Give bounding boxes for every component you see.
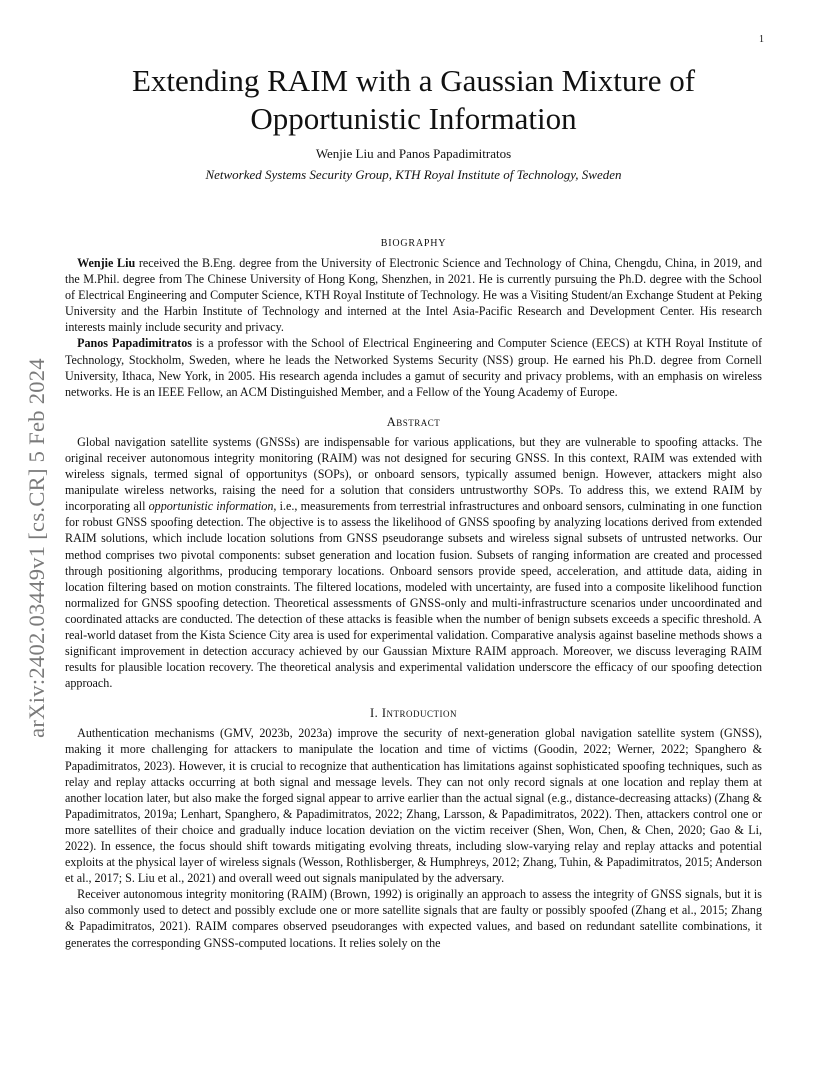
paper-content — [65, 62, 762, 951]
paper-affiliation: Networked Systems Security Group, KTH Royal Institute of Technology, Sweden — [205, 167, 622, 182]
biography-name-papadimitratos: Panos Papadimitratos — [77, 336, 193, 351]
biography-paragraph-liu — [65, 255, 762, 335]
biography-text-papadimitratos: is a professor with the School of Electrical Engineering and Computer Science (EECS) at KTH Royal Institute of Technology, Stockholm, Sweden, where he leads the Networked Systems Security (NSS) group. He earned his Ph.D. degree from Cornell University, Ithaca, New York, in 2005. His research agenda includes a gamut of security and privacy problems, with an emphasis on wireless networks. He is an IEEE Fellow, an ACM Distinguished Member, and a Fellow of the Young Academy of Europe. — [65, 336, 762, 399]
biography-name-liu: Wenjie Liu — [77, 256, 136, 270]
abstract-paragraph — [65, 434, 762, 692]
abstract-heading: Abstract — [386, 414, 441, 429]
paper-title: Extending RAIM with a Gaussian Mixture of Opportunistic Information — [131, 63, 696, 136]
paper-authors: Wenjie Liu and Panos Papadimitratos — [315, 146, 512, 161]
abstract-text-end: , i.e., measurements from terrestrial infrastructures and onboard sensors, culminating in one function for robust GNSS spoofing detection. The objective is to assess the likelihood of GNSS spoofing by analyzing locations derived from extended RAIM solutions, which include location solutions from GNSS pseudorange subsets and wireless signal subsets of untrusted networks. Our method comprises two pivotal components: subset generation and location fusion. Subsets of ranging information are created and processed through positioning algorithms, producing temporary locations. Onboard sensors provide speed, acceleration, and attitude data, aiding in location filtering based on motion constraints. The filtered locations, modeled with uncertainty, are fused into a composite likelihood function normalized for GNSS spoofing detection. Theoretical assessments of GNSS-only and multi-infrastructure scenarios under uncoordinated and coordinated attacks are conducted. The detection of these attacks is feasible when the number of benign subsets exceeds a specific threshold. A real-world dataset from the Kista Science City area is used for experimental validation. Comparative analysis against baseline methods shows a significant improvement in detection accuracy achieved by our Gaussian Mixture RAIM approach. Moreover, we discuss leveraging RAIM results for plausible location recovery. The theoretical analysis and experimental validation underscore the efficacy of our spoofing detection approach. — [65, 499, 762, 691]
abstract-italic-term: opportunistic information — [148, 499, 274, 514]
introduction-paragraph-1: Authentication mechanisms (GMV, 2023b, 2023a) improve the security of next-generation global navigation satellite system (GNSS), making it more challenging for attackers to manipulate the location and time of victims (Goodin, 2022; Werner, 2022; Spanghero & Papadimitratos, 2023). However, it is crucial to recognize that authentication has limitations against sophisticated spoofing techniques, such as relay and replay attacks occurring at both signal and message levels. They can not only record signals at one location and replay them at another location later, but also make the forged signal appear to arrive earlier than the actual signal (e.g., distance-decreasing attacks) (Zhang & Papadimitratos, 2019a; Lenhart, Spanghero, & Papadimitratos, 2022; Zhang, Larsson, & Papadimitratos, 2022). Then, attackers control one or more satellites of their choice and gradually induce location deviation on the victim receiver (Shen, Won, Chen, & Chen, 2020; Gao & Li, 2022). In essence, the focus should shift towards mitigating evolving threats, including slow-varying relay and replay attacks and potential exploits at the physical layer of wireless signals (Wesson, Rothlisberger, & Humphreys, 2012; Zhang, Tuhin, & Papadimitratos, 2015; Anderson et al., 2017; S. Liu et al., 2021) and overall weed out signals manipulated by the adversary. — [65, 726, 762, 886]
biography-paragraph-papadimitratos — [65, 335, 762, 399]
biography-text-liu: received the B.Eng. degree from the University of Electronic Science and Technology of China, Chengdu, China, in 2019, and the M.Phil. degree from The Chinese University of Hong Kong, Shenzhen, in 2021. He is currently pursuing the Ph.D. degree with the School of Electrical Engineering and Computer Science, KTH Royal Institute of Technology. He was a Visiting Student/an Exchange Student at Peking University and the Harbin Institute of Technology and interned at the Intel Asia-Pacific Research and Development Center. His research interests mainly include security and privacy. — [65, 256, 763, 335]
arxiv-identifier: arXiv:2402.03449v1 [cs.CR] 5 Feb 2024 — [24, 358, 49, 738]
biography-heading: BIOGRAPHY — [380, 238, 447, 249]
abstract-text-start: Global navigation satellite systems (GNSSs) are indispensable for various applications, but they are vulnerable to spoofing attacks. The original receiver autonomous integrity monitoring (RAIM) was not designed for securing GNSS. In this context, RAIM was extended with wireless signals, termed signal of opportunitys (SOPs), or onboard sensors, typically assumed benign. However, attackers might also manipulate wireless networks, raising the need for a solution that considers untrustworthy SOPs. To address this, we extend RAIM by incorporating all — [65, 434, 762, 514]
introduction-heading: I. Introduction — [369, 706, 458, 721]
page-number: 1 — [759, 34, 764, 45]
introduction-paragraph-2: Receiver autonomous integrity monitoring (RAIM) (Brown, 1992) is originally an approach to assess the integrity of GNSS signals, but it is also commonly used to detect and possibly exclude one or more satellite signals that are faulty or possibly spoofed (Zhang et al., 2015; Zhang & Papadimitratos, 2021). RAIM compares observed pseudoranges with expected values, and based on redundant satellite combinations, it generates the corresponding GNSS-computed locations. It relies solely on the — [65, 887, 762, 950]
